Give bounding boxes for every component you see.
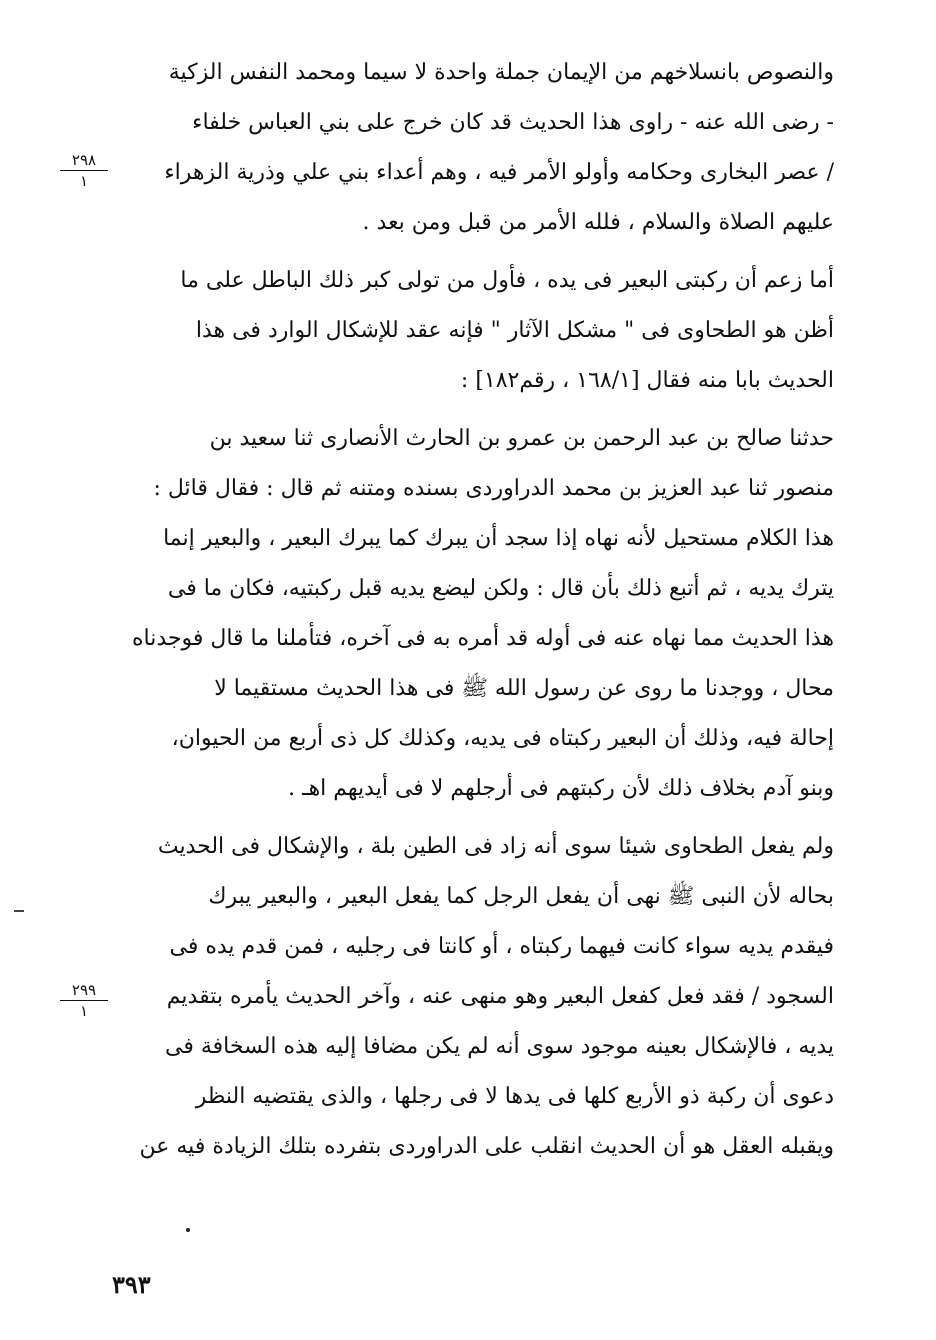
margin-ref-sub: ١ — [79, 1002, 89, 1020]
text-line: ولم يفعل الطحاوى شيئا سوى أنه زاد فى الطين بلة ، والإشكال فى الحديث — [157, 834, 834, 859]
text-line: - رضى الله عنه - راوى هذا الحديث قد كان خرج على بني العباس خلفاء — [192, 110, 834, 135]
text-line: هذا الحديث مما نهاه عنه فى أوله قد أمره به فى آخره، فتأملنا ما قال فوجدناه — [131, 626, 834, 651]
scan-dot — [186, 1228, 190, 1232]
text-line: بحاله لأن النبى ﷺ نهى أن يفعل الرجل كما يفعل البعير ، والبعير يبرك — [208, 884, 834, 909]
margin-ref-number: ٢٩٨ — [60, 152, 108, 171]
text-line: دعوى أن ركبة ذو الأربع كلها فى يدها لا فى رجلها ، والذى يقتضيه النظر — [195, 1084, 834, 1109]
text-line: السجود / فقد فعل كفعل البعير وهو منهى عنه ، وآخر الحديث يأمره بتقديم — [166, 984, 834, 1009]
text-line: ويقبله العقل هو أن الحديث انقلب على الدراوردى بتفرده بتلك الزيادة فيه عن — [139, 1134, 834, 1159]
text-line: أما زعم أن ركبتى البعير فى يده ، فأول من تولى كبر ذلك الباطل على ما — [180, 268, 834, 293]
text-line: حدثنا صالح بن عبد الرحمن بن عمرو بن الحارث الأنصارى ثنا سعيد بن — [209, 426, 834, 451]
text-line: عليهم الصلاة والسلام ، فلله الأمر من قبل ومن بعد . — [362, 210, 834, 235]
text-line: منصور ثنا عبد العزيز بن محمد الدراوردى بسنده ومتنه ثم قال : فقال قائل : — [153, 476, 834, 501]
body-text — [112, 48, 834, 1172]
text-line: / عصر البخارى وحكامه وأولو الأمر فيه ، وهم أعداء بني علي وذرية الزهراء — [164, 160, 834, 185]
page-number: ٣٩٣ — [112, 1270, 151, 1299]
text-line: محال ، ووجدنا ما روى عن رسول الله ﷺ فى هذا الحديث مستقيما لا — [214, 676, 834, 701]
margin-ref-sub: ١ — [79, 172, 89, 190]
text-line: إحالة فيه، وذلك أن البعير ركبتاه فى يديه، وكذلك كل ذى أربع من الحيوان، — [171, 726, 834, 751]
text-line: وبنو آدم بخلاف ذلك لأن ركبتهم فى أرجلهم لا فى أيديهم اهـ . — [288, 776, 834, 801]
text-line: يديه ، فالإشكال بعينه موجود سوى أنه لم يكن مضافا إليه هذه السخافة فى — [165, 1034, 834, 1059]
margin-page-ref — [60, 152, 108, 189]
text-line: والنصوص بانسلاخهم من الإيمان جملة واحدة لا سيما ومحمد النفس الزكية — [168, 60, 834, 85]
text-line: أظن هو الطحاوى فى " مشكل الآثار " فإنه عقد للإشكال الوارد فى هذا — [195, 318, 834, 343]
scan-mark — [14, 910, 24, 912]
text-line: هذا الكلام مستحيل لأنه نهاه إذا سجد أن يبرك كما يبرك البعير ، والبعير إنما — [163, 526, 834, 551]
text-line: فيقدم يديه سواء كانت فيهما ركبتاه ، أو كانتا فى رجليه ، فمن قدم يده فى — [169, 934, 834, 959]
text-line: يترك يديه ، ثم أتبع ذلك بأن قال : ولكن ليضع يديه قبل ركبتيه، فكان ما فى — [167, 576, 834, 601]
text-line: الحديث بابا منه فقال [١٦٨/١ ، رقم١٨٢] : — [460, 368, 834, 393]
margin-page-ref — [60, 982, 108, 1019]
margin-ref-number: ٢٩٩ — [60, 982, 108, 1001]
